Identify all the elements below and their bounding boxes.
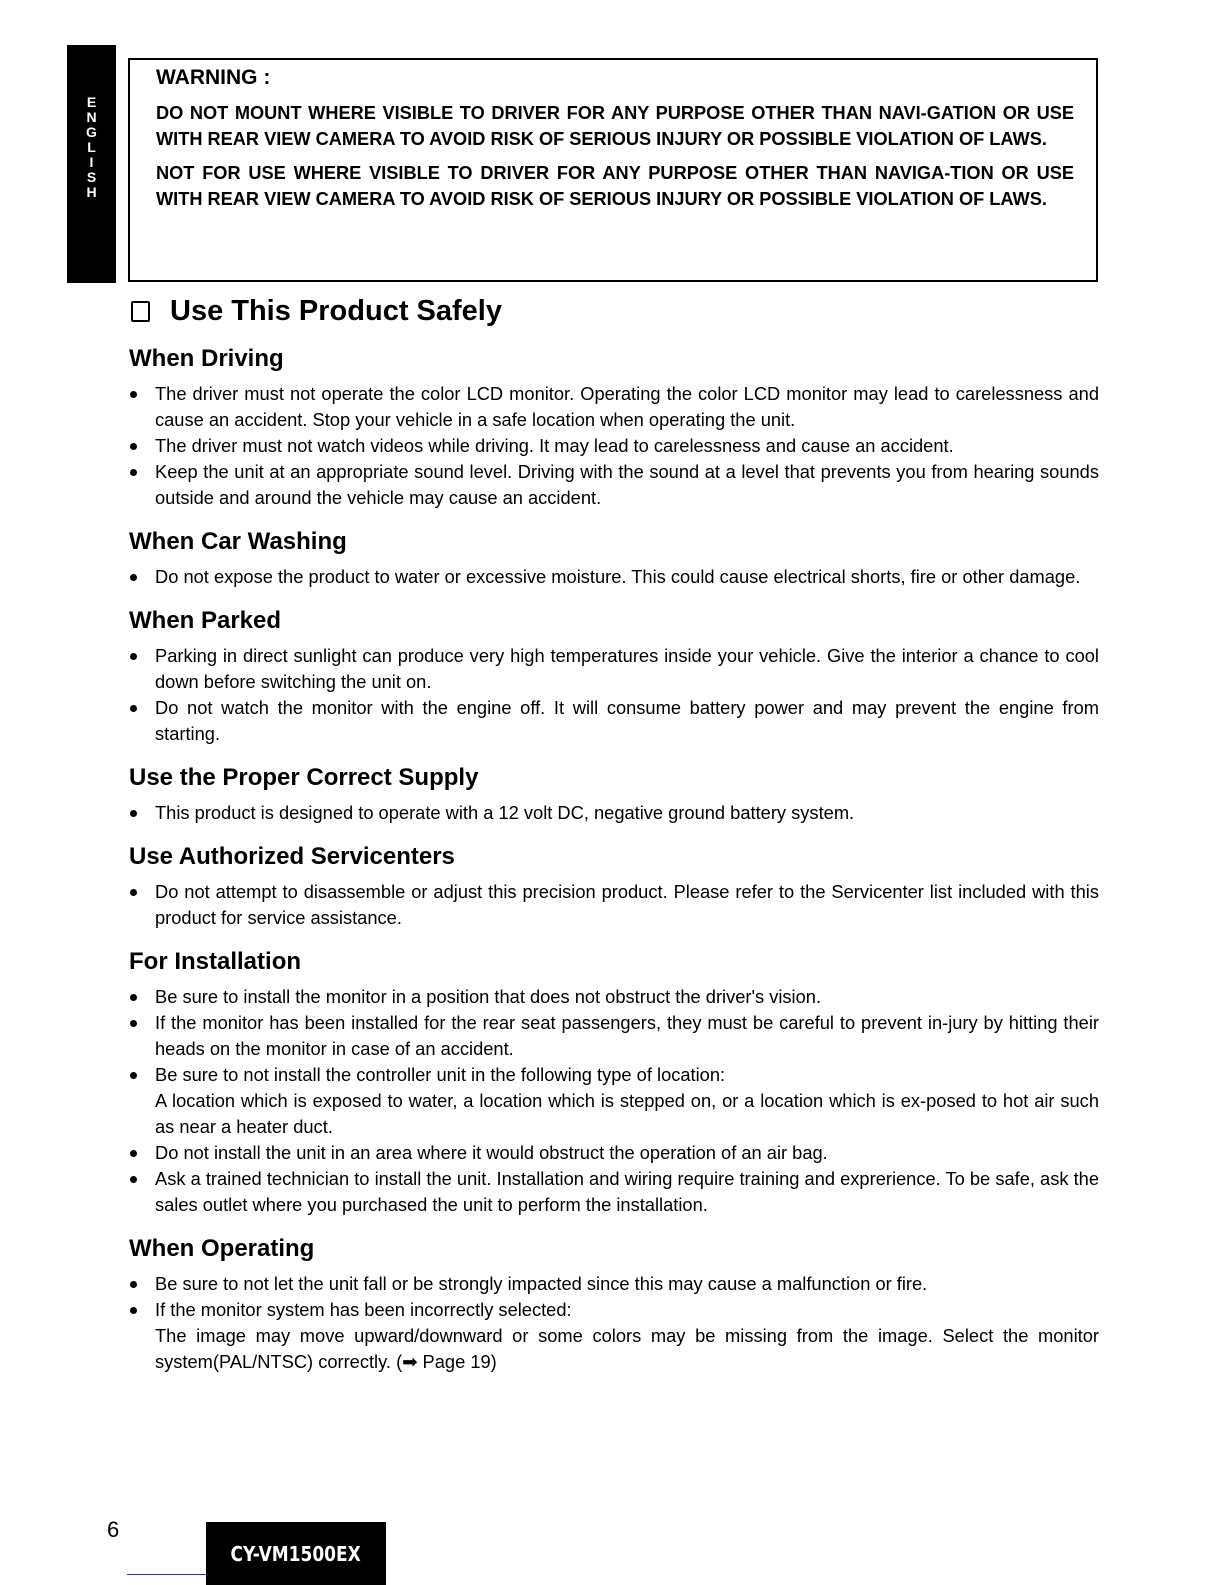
model-name: CY-VM1500EX: [230, 1541, 362, 1566]
list-item: Do not install the unit in an area where it would obstruct the operation of an air bag.: [129, 1140, 1099, 1166]
section-title: Use the Proper Correct Supply: [129, 764, 479, 791]
list-item-continuation: The image may move upward/downward or some colors may be missing from the image. Select the monitor system(PAL/NTSC) correctly. (➡ Page 19): [155, 1325, 1099, 1372]
page-number: 6: [107, 1517, 120, 1542]
section-when-car-washing: [129, 528, 1099, 590]
section-installation: [129, 948, 1099, 1218]
warning-title: WARNING :: [156, 66, 271, 89]
language-letter: E: [86, 94, 97, 110]
warning-paragraph: DO NOT MOUNT WHERE VISIBLE TO DRIVER FOR ANY PURPOSE OTHER THAN NAVI-GATION OR USE WITH REAR VIEW CAMERA TO AVOID RISK OF SERIOUS INJURY OR POSSIBLE VIOLATION OF LAWS.: [156, 103, 1074, 149]
language-letter: H: [86, 184, 97, 200]
page-title-text: Use This Product Safely: [170, 295, 502, 327]
checkbox-icon: [131, 301, 150, 322]
language-letter: S: [86, 169, 97, 185]
section-title: Use Authorized Servicenters: [129, 843, 455, 870]
list-item: Be sure to not let the unit fall or be strongly impacted since this may cause a malfunction or fire.: [129, 1271, 1099, 1297]
section-title: When Operating: [129, 1235, 315, 1262]
language-letter: I: [89, 154, 94, 170]
list-item-continuation: A location which is exposed to water, a location which is stepped on, or a location which is ex-posed to hot air such as near a heater duct.: [155, 1090, 1099, 1137]
section-title: When Driving: [129, 345, 284, 372]
list-item: [129, 1297, 1099, 1375]
list-item: This product is designed to operate with a 12 volt DC, negative ground battery system.: [129, 800, 1099, 826]
section-when-parked: [129, 607, 1099, 747]
list-item: The driver must not watch videos while driving. It may lead to carelessness and cause an accident.: [129, 433, 1099, 459]
section-title: For Installation: [129, 948, 302, 975]
list-item: Parking in direct sunlight can produce very high temperatures inside your vehicle. Give the interior a chance to cool down before switching the unit on.: [129, 643, 1099, 695]
list-item: If the monitor has been installed for the rear seat passengers, they must be careful to prevent in-jury by hitting their heads on the monitor in case of an accident.: [129, 1010, 1099, 1062]
list-item-text: Be sure to not install the controller unit in the following type of location:: [155, 1064, 726, 1085]
section-title: When Parked: [129, 607, 282, 634]
safety-content: [129, 345, 1099, 1392]
language-letter: L: [87, 139, 96, 155]
page-title: [127, 295, 502, 328]
language-letter: G: [86, 124, 97, 140]
list-item-text: If the monitor system has been incorrectly selected:: [155, 1299, 572, 1320]
model-label: [206, 1522, 386, 1585]
section-when-operating: [129, 1235, 1099, 1375]
warning-box: [128, 58, 1098, 282]
list-item: Ask a trained technician to install the unit. Installation and wiring require training and exprerience. To be safe, ask the sales outlet where you purchased the unit to perform the installation.: [129, 1166, 1099, 1218]
section-when-driving: [129, 345, 1099, 511]
list-item: Do not watch the monitor with the engine off. It will consume battery power and may prevent the engine from starting.: [129, 695, 1099, 747]
warning-paragraph: NOT FOR USE WHERE VISIBLE TO DRIVER FOR ANY PURPOSE OTHER THAN NAVIGA-TION OR USE WITH REAR VIEW CAMERA TO AVOID RISK OF SERIOUS INJURY OR POSSIBLE VIOLATION OF LAWS.: [156, 163, 1074, 209]
section-title: When Car Washing: [129, 528, 347, 555]
list-item: Keep the unit at an appropriate sound level. Driving with the sound at a level that prevents you from hearing sounds outside and around the vehicle may cause an accident.: [129, 459, 1099, 511]
section-power-supply: [129, 764, 1099, 826]
list-item: Be sure to install the monitor in a position that does not obstruct the driver's vision.: [129, 984, 1099, 1010]
list-item: Do not expose the product to water or excessive moisture. This could cause electrical shorts, fire or other damage.: [129, 564, 1099, 590]
list-item: Do not attempt to disassemble or adjust this precision product. Please refer to the Servicenter list included with this product for service assistance.: [129, 879, 1099, 931]
list-item: [129, 1062, 1099, 1140]
language-letter: N: [86, 109, 97, 125]
list-item: The driver must not operate the color LCD monitor. Operating the color LCD monitor may lead to carelessness and cause an accident. Stop your vehicle in a safe location when operating the unit.: [129, 381, 1099, 433]
section-servicenters: [129, 843, 1099, 931]
language-tab: [67, 45, 116, 283]
